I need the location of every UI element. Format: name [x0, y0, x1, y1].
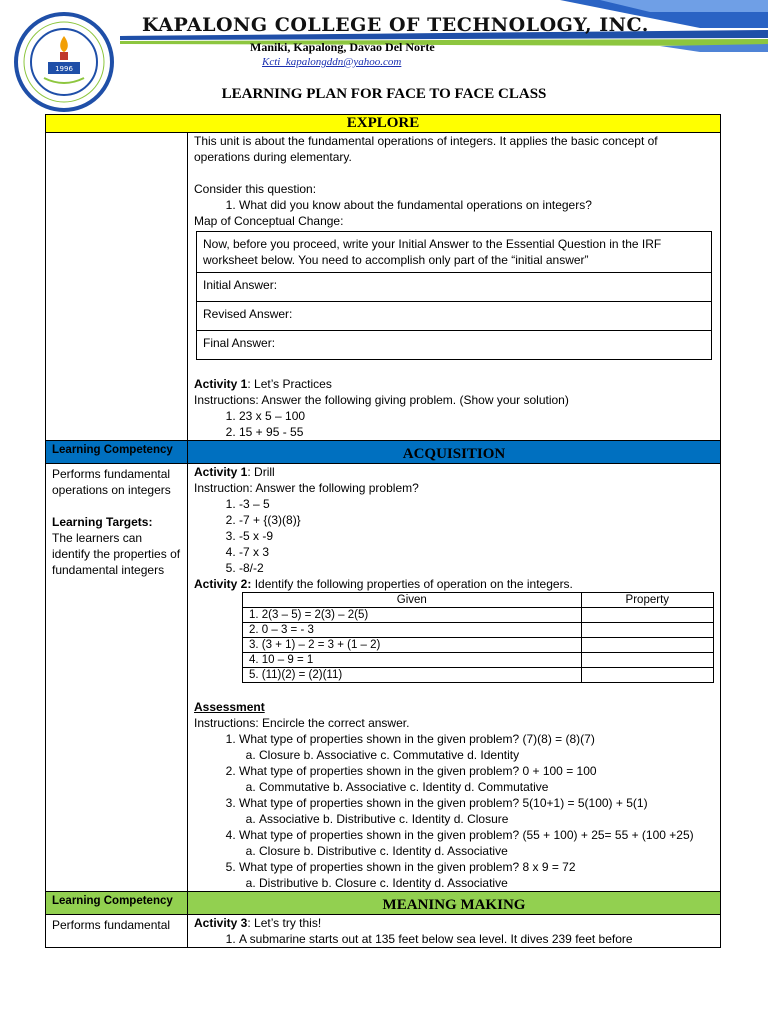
- activity-1-heading: Activity 1: Let’s Practices: [194, 377, 332, 391]
- logo-year: 1996: [55, 65, 73, 73]
- given-cell: 4. 10 – 9 = 1: [243, 653, 582, 668]
- property-cell[interactable]: [581, 638, 713, 653]
- explore-left: [46, 133, 188, 441]
- drill-item: 3. -5 x -9: [239, 528, 715, 544]
- irf-worksheet: [196, 231, 712, 360]
- acquisition-content: [188, 464, 721, 892]
- practice-problem: 1. 23 x 5 – 100: [239, 408, 715, 424]
- final-answer-field[interactable]: Final Answer:: [197, 331, 712, 360]
- initial-answer-field[interactable]: Initial Answer:: [197, 273, 712, 302]
- explore-header: EXPLORE: [46, 115, 721, 133]
- property-cell[interactable]: [581, 608, 713, 623]
- learning-plan: [45, 114, 721, 948]
- activity-2-heading: Activity 2: Identify the following properties of operation on the integers.: [194, 577, 573, 591]
- property-cell[interactable]: [581, 668, 713, 683]
- answer-options[interactable]: a. Closure b. Distributive c. Identity d. Associative: [259, 843, 715, 859]
- word-problem: 1. A submarine starts out at 135 feet below sea level. It dives 239 feet before: [239, 931, 715, 947]
- assessment-question: 2. What type of properties shown in the given problem? 0 + 100 = 100 a. Commutative b. Associative c. Identity d. Commutative: [239, 763, 715, 795]
- practice-problem: 2. 15 + 95 - 55: [239, 424, 715, 440]
- given-cell: 1. 2(3 – 5) = 2(3) – 2(5): [243, 608, 582, 623]
- mm-left: [46, 915, 188, 948]
- answer-options[interactable]: a. Distributive b. Closure c. Identity d. Associative: [259, 875, 715, 891]
- acquisition-header: ACQUISITION: [188, 441, 721, 464]
- acq-learning-competency-label: Learning Competency: [46, 441, 188, 464]
- properties-table: [242, 592, 714, 683]
- learning-targets-text: The learners can identify the properties of fundamental integers: [52, 531, 181, 577]
- answer-options[interactable]: a. Commutative b. Associative c. Identity d. Commutative: [259, 779, 715, 795]
- table-row: [243, 638, 714, 653]
- column-header-given: Given: [243, 593, 582, 608]
- activity-3-heading: Activity 3: Let’s try this!: [194, 916, 322, 930]
- drill-item: 2. -7 + {(3)(8)}: [239, 512, 715, 528]
- table-row: [243, 653, 714, 668]
- assessment-question: 1. What type of properties shown in the given problem? (7)(8) = (8)(7) a. Closure b. Associative c. Commutative d. Identity: [239, 731, 715, 763]
- explore-content: [188, 133, 721, 441]
- assessment-instruction: Instructions: Encircle the correct answer.: [194, 716, 410, 730]
- given-cell: 2. 0 – 3 = - 3: [243, 623, 582, 638]
- property-cell[interactable]: [581, 653, 713, 668]
- meaning-making-header: MEANING MAKING: [188, 892, 721, 915]
- assessment-question: 3. What type of properties shown in the given problem? 5(10+1) = 5(100) + 5(1) a. Associative b. Distributive c. Identity d. Closure: [239, 795, 715, 827]
- table-row: [243, 623, 714, 638]
- mm-learning-competency-label: Learning Competency: [46, 892, 188, 915]
- college-address: Maniki, Kapalong, Davao Del Norte: [250, 40, 435, 54]
- plan-table: [45, 114, 721, 948]
- answer-options[interactable]: a. Associative b. Distributive c. Identity d. Closure: [259, 811, 715, 827]
- table-row: [243, 608, 714, 623]
- college-email[interactable]: Kcti_kapalongddn@yahoo.com: [262, 56, 402, 68]
- essential-question: 1. What did you know about the fundamental operations on integers?: [239, 197, 715, 213]
- assessment-question: 4. What type of properties shown in the given problem? (55 + 100) + 25= 55 + (100 +25) a. Closure b. Distributive c. Identity d. Associative: [239, 827, 715, 859]
- drill-item: 1. -3 – 5: [239, 496, 715, 512]
- explore-intro: This unit is about the fundamental operations of integers. It applies the basic concept of operations during elementary.: [194, 134, 658, 164]
- revised-answer-field[interactable]: Revised Answer:: [197, 302, 712, 331]
- acq-left: [46, 464, 188, 892]
- plan-title: LEARNING PLAN FOR FACE TO FACE CLASS: [221, 86, 547, 102]
- acq-competency: Performs fundamental operations on integers: [52, 467, 171, 497]
- table-row: [243, 668, 714, 683]
- map-label: Map of Conceptual Change:: [194, 214, 344, 228]
- mm-competency: Performs fundamental: [52, 918, 171, 932]
- answer-options[interactable]: a. Closure b. Associative c. Commutative d. Identity: [259, 747, 715, 763]
- irf-instruction: Now, before you proceed, write your Initial Answer to the Essential Question in the IRF worksheet below. You need to accomplish only part of the “initial answer”: [197, 232, 712, 273]
- meaning-making-content: [188, 915, 721, 948]
- drill-heading: Activity 1: Drill: [194, 465, 275, 479]
- learning-targets-label: Learning Targets:: [52, 515, 153, 529]
- given-cell: 3. (3 + 1) – 2 = 3 + (1 – 2): [243, 638, 582, 653]
- assessment-question: 5. What type of properties shown in the given problem? 8 x 9 = 72 a. Distributive b. Closure c. Identity d. Associative: [239, 859, 715, 891]
- activity-1-instructions: Instructions: Answer the following giving problem. (Show your solution): [194, 393, 569, 407]
- college-name: KAPALONG COLLEGE OF TECHNOLOGY, INC.: [142, 14, 649, 36]
- column-header-property: Property: [581, 593, 713, 608]
- drill-instruction: Instruction: Answer the following problem?: [194, 481, 419, 495]
- given-cell: 5. (11)(2) = (2)(11): [243, 668, 582, 683]
- assessment-label: Assessment: [194, 700, 265, 714]
- consider-label: Consider this question:: [194, 182, 317, 196]
- drill-item: 4. -7 x 3: [239, 544, 715, 560]
- property-cell[interactable]: [581, 623, 713, 638]
- drill-item: 5. -8/-2: [239, 560, 715, 576]
